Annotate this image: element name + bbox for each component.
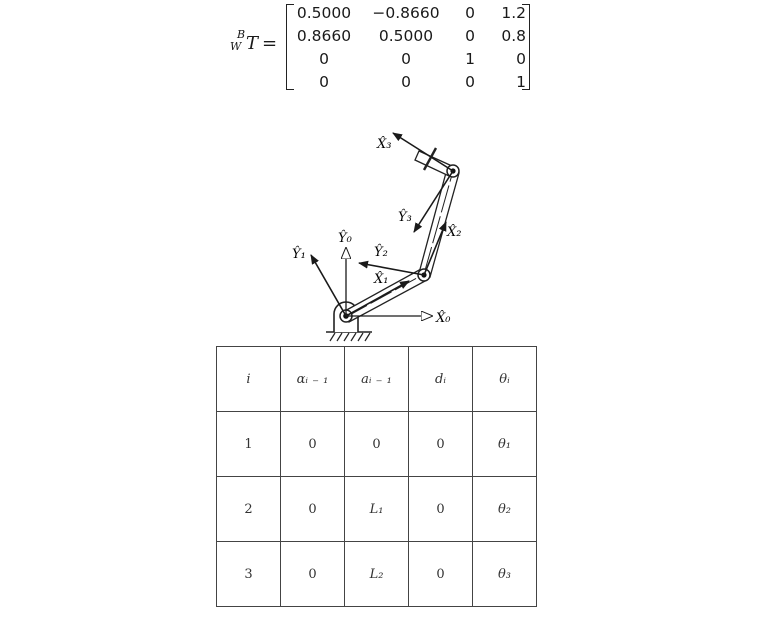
table-cell: 0 — [281, 477, 345, 542]
table-cell: 0 — [281, 412, 345, 477]
header-cell-d: dᵢ — [409, 347, 473, 412]
matrix-cell: 0 — [401, 73, 411, 91]
table-cell: L₂ — [345, 542, 409, 607]
table-cell: L₁ — [345, 477, 409, 542]
matrix-cell: 0 — [465, 73, 475, 91]
x3-axis-arrow — [393, 133, 453, 171]
table-cell: 0 — [409, 542, 473, 607]
matrix-cell: 0.5000 — [296, 4, 352, 22]
matrix-cell: 0 — [465, 4, 475, 22]
y3-label: Ŷ₃ — [398, 210, 412, 225]
table-row — [217, 542, 537, 607]
x2-label: X̂₂ — [447, 225, 462, 240]
table-row — [217, 412, 537, 477]
matrix-cell: 0 — [401, 50, 411, 68]
header-cell-i: i — [217, 347, 281, 412]
x3-label: X̂₃ — [377, 137, 392, 152]
equals-sign: = — [262, 33, 278, 54]
x1-label: X̂₁ — [374, 272, 389, 287]
matrix-cell: 0 — [319, 50, 329, 68]
matrix-cell: 0.5000 — [378, 27, 434, 45]
matrix-cell: 0.8 — [501, 27, 526, 45]
matrix-cell: 1.2 — [501, 4, 526, 22]
matrix-cell: 1 — [465, 50, 475, 68]
table-cell: 0 — [409, 412, 473, 477]
matrix-cell: 0 — [465, 27, 475, 45]
frame-subscript: W — [230, 40, 242, 53]
matrix-cell: 0 — [516, 50, 526, 68]
frame-superscript: B — [237, 28, 246, 41]
header-cell-a: aᵢ ₋ ₁ — [345, 347, 409, 412]
y1-label: Ŷ₁ — [292, 247, 306, 262]
y1-axis-arrow — [311, 255, 346, 316]
table-cell: 0 — [409, 477, 473, 542]
table-cell: θ₁ — [473, 412, 537, 477]
matrix-cell: −0.8660 — [372, 4, 440, 22]
matrix-cell: 0 — [319, 73, 329, 91]
table-cell: 3 — [217, 542, 281, 607]
table-cell: 0 — [281, 542, 345, 607]
header-cell-alpha: αᵢ ₋ ₁ — [281, 347, 345, 412]
transform-letter: T — [246, 33, 259, 54]
table-header-row — [217, 347, 537, 412]
table-cell: 1 — [217, 412, 281, 477]
y2-label: Ŷ₂ — [374, 245, 388, 260]
header-cell-theta: θᵢ — [473, 347, 537, 412]
table-cell: θ₃ — [473, 542, 537, 607]
matrix-cell: 0.8660 — [296, 27, 352, 45]
table-cell: θ₂ — [473, 477, 537, 542]
y2-axis-arrow — [359, 263, 424, 275]
table-cell: 2 — [217, 477, 281, 542]
x0-label: X̂₀ — [436, 311, 451, 326]
dh-parameter-table — [216, 346, 537, 607]
matrix-cell: 1 — [516, 73, 526, 91]
y0-label: Ŷ₀ — [338, 231, 352, 246]
table-row — [217, 477, 537, 542]
table-cell: 0 — [345, 412, 409, 477]
link-2 — [419, 169, 462, 277]
